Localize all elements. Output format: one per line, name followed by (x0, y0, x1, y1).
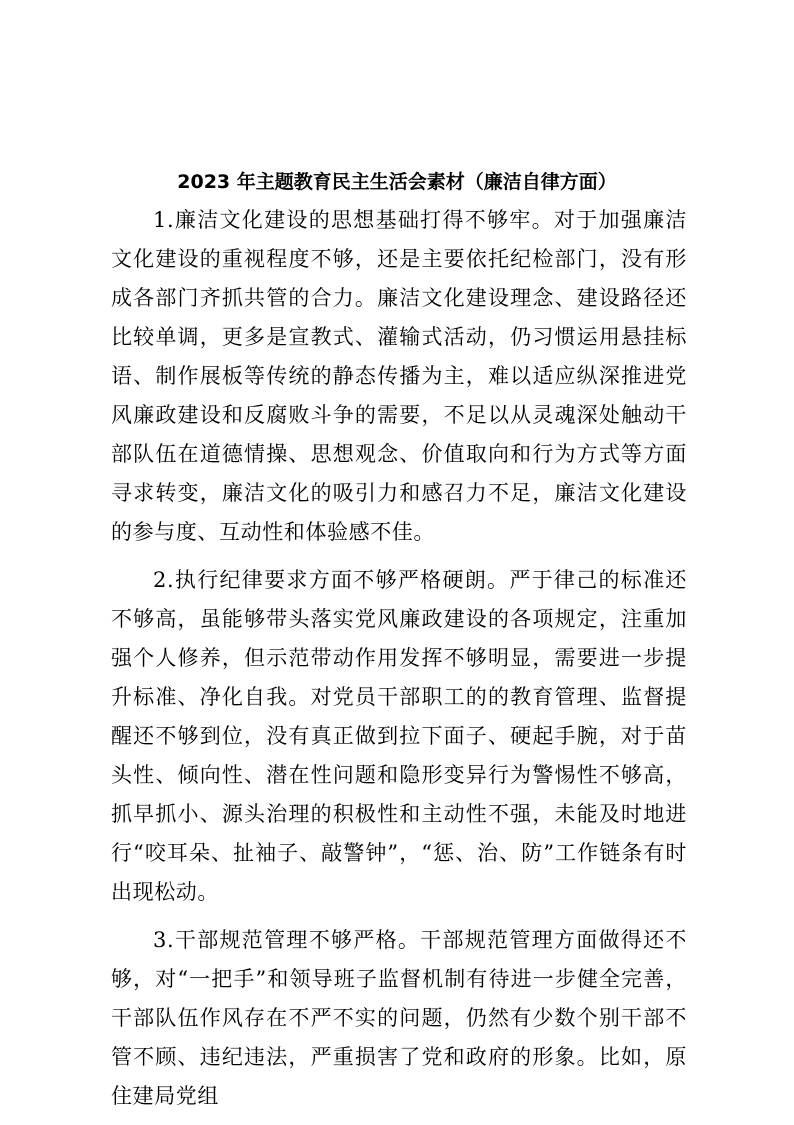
document-body (111, 201, 687, 1125)
paragraph-2: 2.执行纪律要求方面不够严格硬朗。严于律己的标准还不够高，虽能够带头落实党风廉政建设的各项规定，注重加强个人修养，但示范带动作用发挥不够明显，需要进一步提升标准、净化自我。对党员干部职工的的教育管理、监督提醒还不够到位，没有真正做到拉下面子、硬起手腕，对于苗头性、倾向性、潜在性问题和隐形变异行为警惕性不够高，抓早抓小、源头治理的积极性和主动性不强，未能及时地进行“咬耳朵、扯袖子、敲警钟”，“惩、治、防”工作链条有时出现松动。 (111, 568, 687, 904)
paragraph-1: 1.廉洁文化建设的思想基础打得不够牢。对于加强廉洁文化建设的重视程度不够，还是主要依托纪检部门，没有形成各部门齐抓共管的合力。廉洁文化建设理念、建设路径还比较单调，更多是宣教式、灌输式活动，仍习惯运用悬挂标语、制作展板等传统的静态传播为主，难以适应纵深推进党风廉政建设和反腐败斗争的需要，不足以从灵魂深处触动干部队伍在道德情操、思想观念、价值取向和行为方式等方面寻求转变，廉洁文化的吸引力和感召力不足，廉洁文化建设的参与度、互动性和体验感不佳。 (111, 208, 687, 544)
paragraph-3: 3.干部规范管理不够严格。干部规范管理方面做得还不够，对“一把手”和领导班子监督机制有待进一步健全完善，干部队伍作风存在不严不实的问题，仍然有少数个别干部不管不顾、违纪违法，严重损害了党和政府的形象。比如，原住建局党组 (111, 928, 687, 1108)
document-title: 2023 年主题教育民主生活会素材（廉洁自律方面） (177, 171, 617, 193)
